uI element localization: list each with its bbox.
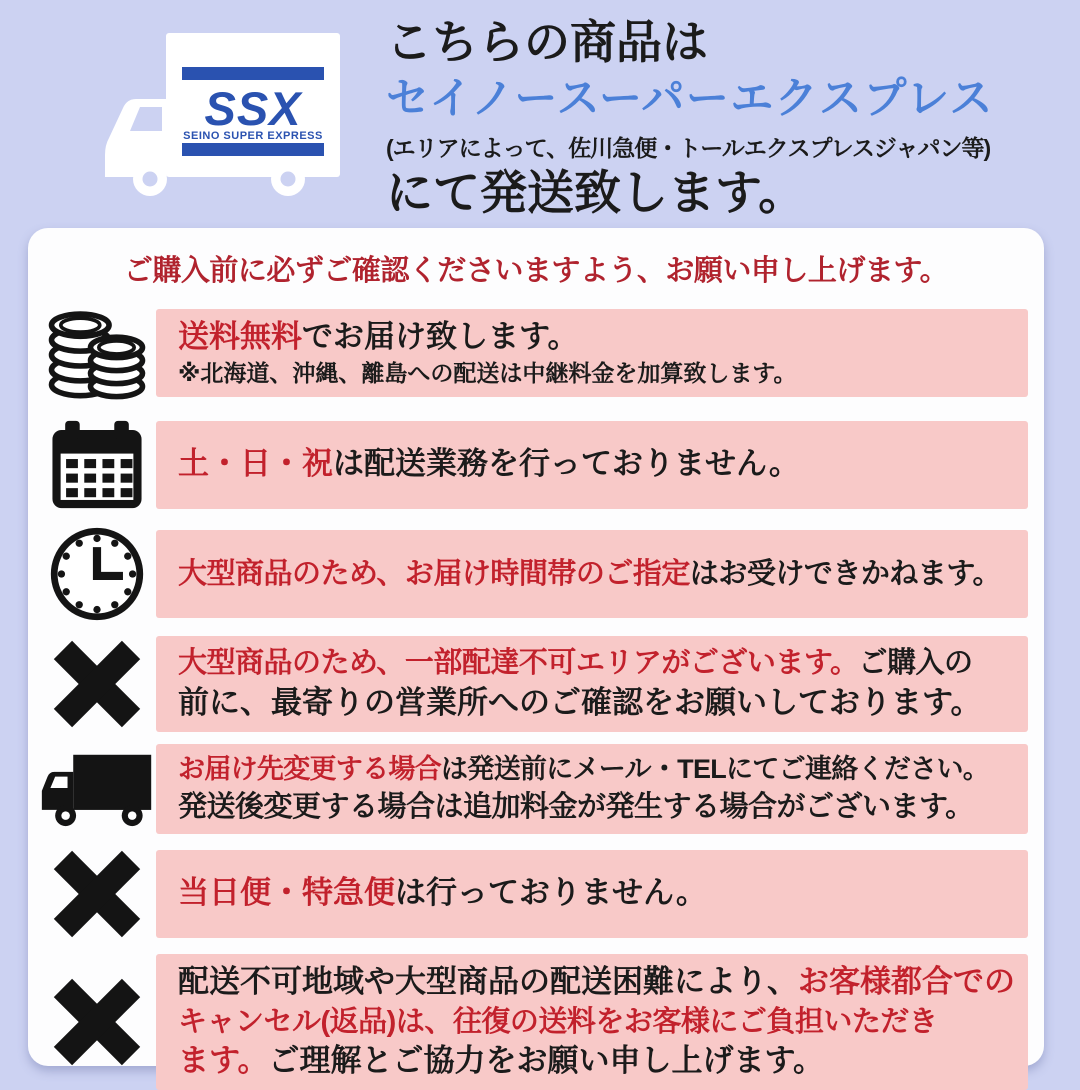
text-segment: は配送業務を行っておりません。 xyxy=(333,446,800,482)
text-segment: お届け先変更する場合 xyxy=(178,754,441,784)
text-segment: お客様都合での xyxy=(798,963,1015,999)
notice-row xyxy=(38,744,1028,834)
notice-row xyxy=(38,846,1028,942)
notice-line xyxy=(178,1041,1024,1082)
notice-text-box xyxy=(156,744,1028,834)
notice-text-box xyxy=(156,850,1028,938)
text-segment: はお受けできかねます。 xyxy=(689,557,1002,590)
coins-icon xyxy=(38,301,156,405)
notice-row xyxy=(38,301,1028,405)
notice-text-box xyxy=(156,421,1028,509)
notice-panel xyxy=(28,228,1044,1079)
cross-icon xyxy=(38,636,156,732)
notice-line xyxy=(178,752,1024,788)
notice-text-box xyxy=(156,636,1028,731)
text-segment: キャンセル(返品)は、往復の送料をお客様にご負担いただき xyxy=(178,1005,938,1038)
cross-icon xyxy=(38,974,156,1070)
header-text-block xyxy=(386,14,1076,221)
notice-row xyxy=(38,954,1028,1090)
notice-line xyxy=(178,358,1024,388)
text-segment: 土・日・祝 xyxy=(178,446,333,482)
clock-icon xyxy=(38,524,156,624)
notice-text-box xyxy=(156,530,1028,618)
notice-text-box xyxy=(156,954,1028,1090)
text-segment: 大型商品のため、お届け時間帯のご指定 xyxy=(178,557,690,590)
notice-line xyxy=(178,873,1024,914)
text-segment: ます。 xyxy=(178,1043,269,1079)
text-segment: は発送前にメール・TELにてご連絡ください。 xyxy=(441,754,990,784)
ssx-logo-text: SSX xyxy=(204,82,302,135)
shipping-header xyxy=(0,0,1080,228)
text-segment: 大型商品のため、一部配達不可エリアがございます。 xyxy=(178,647,859,680)
notice-line xyxy=(178,317,1024,358)
ssx-logo-subtitle: SEINO SUPER EXPRESS xyxy=(183,130,323,142)
notice-line xyxy=(178,962,1024,1003)
notice-line xyxy=(178,683,1024,724)
text-segment: ご購入の xyxy=(858,647,973,680)
calendar-icon xyxy=(38,417,156,512)
text-segment: 当日便・特急便 xyxy=(178,875,395,911)
notice-row xyxy=(38,524,1028,624)
text-segment: は行っておりません。 xyxy=(395,875,707,911)
text-segment: でお届け致します。 xyxy=(302,319,579,355)
notice-text-box xyxy=(156,309,1028,397)
text-segment: 配送不可地域や大型商品の配送困難により、 xyxy=(178,963,798,999)
notice-row xyxy=(38,417,1028,512)
notice-row xyxy=(38,636,1028,732)
header-line-4: にて発送致します。 xyxy=(386,165,806,219)
notice-rows xyxy=(28,301,1044,1090)
ssx-truck-logo-icon xyxy=(90,18,352,220)
header-carrier-name: セイノースーパーエクスプレス xyxy=(386,75,994,124)
text-segment: 前に、最寄りの営業所へのご確認をお願いしております。 xyxy=(178,684,982,720)
notice-line xyxy=(178,788,1024,826)
truck-icon xyxy=(38,745,156,833)
confirmation-banner: ご購入前に必ずご確認くださいますよう、お願い申し上げます。 xyxy=(123,255,949,287)
notice-line xyxy=(178,644,1024,682)
cross-icon xyxy=(38,846,156,942)
notice-line xyxy=(178,1003,1024,1041)
header-carrier-note: (エリアによって、佐川急便・トールエクスプレスジャパン等) xyxy=(386,134,991,161)
text-segment: 発送後変更する場合は追加料金が発生する場合がございます。 xyxy=(178,790,974,823)
notice-line xyxy=(178,555,1024,593)
text-segment: ※北海道、沖縄、離島への配送は中継料金を加算致します。 xyxy=(178,360,797,387)
text-segment: 送料無料 xyxy=(178,319,302,355)
text-segment: ご理解とご協力をお願い申し上げます。 xyxy=(268,1043,825,1079)
header-line-1: こちらの商品は xyxy=(386,16,708,68)
notice-line xyxy=(178,444,1024,485)
